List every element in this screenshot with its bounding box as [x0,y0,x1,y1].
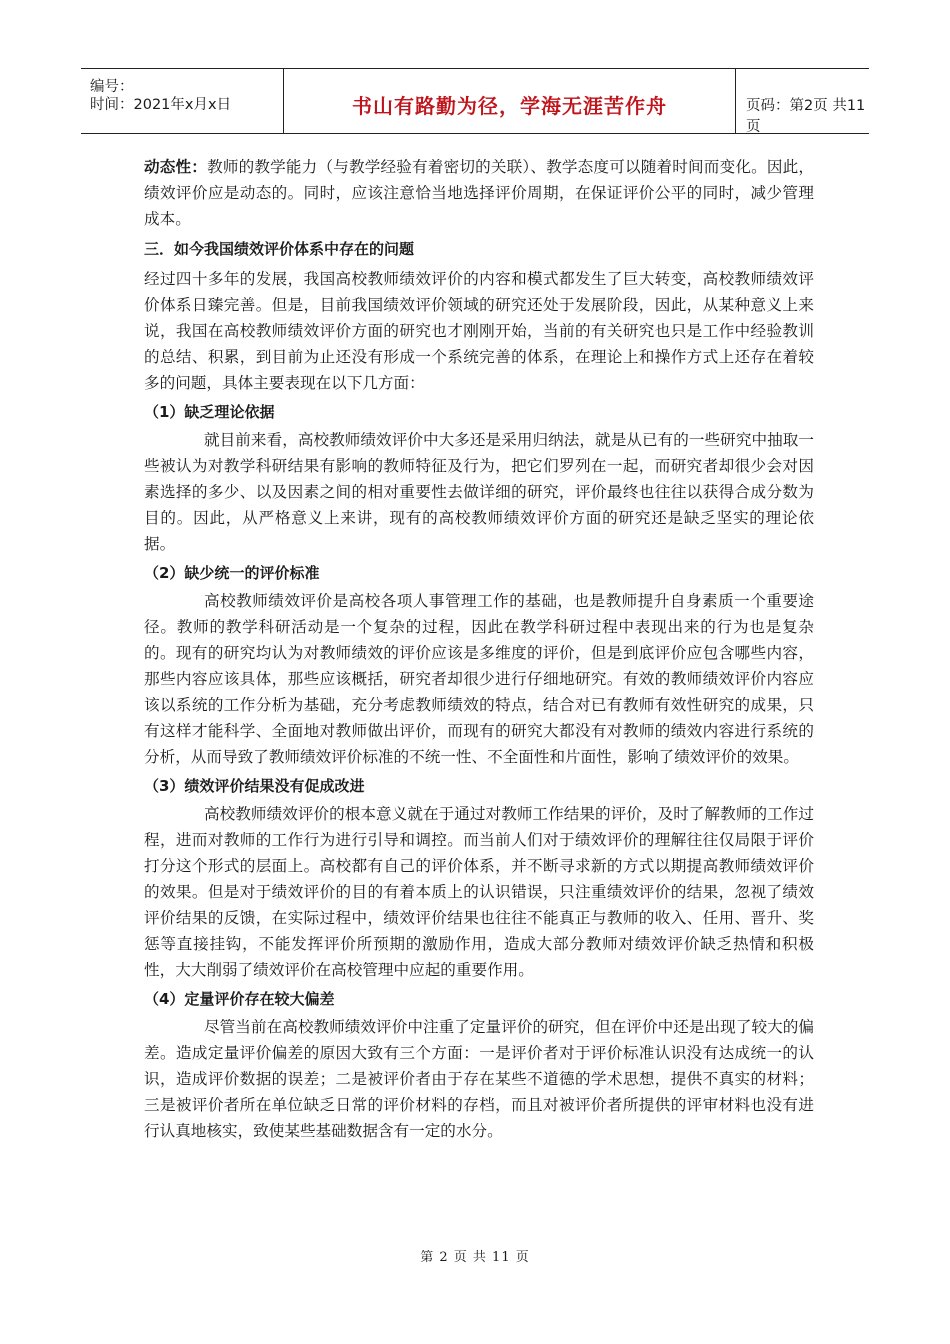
item-4-title: （4）定量评价存在较大偏差 [144,990,335,1008]
dynamic-title: 动态性： [144,158,208,176]
dynamic-text: 教师的教学能力（与教学经验有着密切的关联）、教学态度可以随着时间而变化。因此，绩效评价应是动态的。同时，应该注意恰当地选择评价周期，在保证评价公平的同时，减少管理成本。 [144,158,814,228]
header-meta-cell [81,69,284,133]
section-3-title: 三．如今我国绩效评价体系中存在的问题 [144,240,415,258]
dynamic-paragraph [144,154,814,232]
item-3-text: 高校教师绩效评价的根本意义就在于通过对教师工作结果的评价，及时了解教师的工作过程，进而对教师的工作行为进行引导和调控。而当前人们对于绩效评价的理解往往仅局限于评价打分这个形式的层面上。高校都有自己的评价体系，并不断寻求新的方式以期提高教师绩效评价的效果。但是对于绩效评价的目的有着本质上的认识错误，只注重绩效评价的结果，忽视了绩效评价结果的反馈，在实际过程中，绩效评价结果也往往不能真正与教师的收入、任用、晋升、奖惩等直接挂钩，不能发挥评价所预期的激励作用，造成大部分教师对绩效评价缺乏热情和积极性，大大削弱了绩效评价在高校管理中应起的重要作用。 [144,805,814,979]
section-3-intro: 经过四十多年的发展，我国高校教师绩效评价的内容和模式都发生了巨大转变，高校教师绩效评价体系日臻完善。但是，目前我国绩效评价领域的研究还处于发展阶段，因此，从某种意义上来说，我国在高校教师绩效评价方面的研究也才刚刚开始，当前的有关研究也只是工作中经验教训的总结、积累，到目前为止还没有形成一个系统完善的体系，在理论上和操作方式上还存在着较多的问题，具体主要表现在以下几方面： [144,270,814,392]
document-body [144,154,814,1144]
time-label: 时间：2021年x月x日 [90,97,232,113]
item-4-text: 尽管当前在高校教师绩效评价中注重了定量评价的研究，但在评价中还是出现了较大的偏差。造成定量评价偏差的原因大致有三个方面：一是评价者对于评价标准认识没有达成统一的认识，造成评价数据的误差；二是被评价者由于存在某些不道德的学术思想，提供不真实的材料；三是被评价者所在单位缺乏日常的评价材料的存档，而且对被评价者所提供的评审材料也没有进行认真地核实，致使某些基础数据含有一定的水分。 [144,1018,814,1140]
header-table [81,68,869,134]
item-3-title: （3）绩效评价结果没有促成改进 [144,777,365,795]
page-info: 页码：第2页 共11页 [746,98,866,135]
item-2-text: 高校教师绩效评价是高校各项人事管理工作的基础，也是教师提升自身素质一个重要途径。教师的教学科研活动是一个复杂的过程，因此在教学科研过程中表现出来的行为也是复杂的。现有的研究均认为对教师绩效的评价应该是多维度的评价，但是到底评价应包含哪些内容，那些内容应该具体，那些应该概括，研究者却很少进行仔细地研究。有效的教师绩效评价内容应该以系统的工作分析为基础，充分考虑教师绩效的特点，结合对已有教师有效性研究的成果，只有这样才能科学、全面地对教师做出评价，而现有的研究大都没有对教师的绩效内容进行系统的分析，从而导致了教师绩效评价标准的不统一性、不全面性和片面性，影响了绩效评价的效果。 [144,592,814,766]
header-page-cell [736,69,869,133]
item-1-title: （1）缺乏理论依据 [144,403,275,421]
motto: 书山有路勤为径，学海无涯苦作舟 [352,94,667,118]
item-2-title: （2）缺少统一的评价标准 [144,564,320,582]
number-label: 编号： [90,79,134,95]
page-footer: 第 2 页 共 11 页 [420,1250,530,1265]
item-1-text: 就目前来看，高校教师绩效评价中大多还是采用归纳法，就是从已有的一些研究中抽取一些被认为对教学科研结果有影响的教师特征及行为，把它们罗列在一起，而研究者却很少会对因素选择的多少、以及因素之间的相对重要性去做详细的研究，评价最终也往往以获得合成分数为目的。因此，从严格意义上来讲，现有的高校教师绩效评价方面的研究还是缺乏坚实的理论依据。 [144,431,814,553]
header-motto-cell [284,69,736,133]
